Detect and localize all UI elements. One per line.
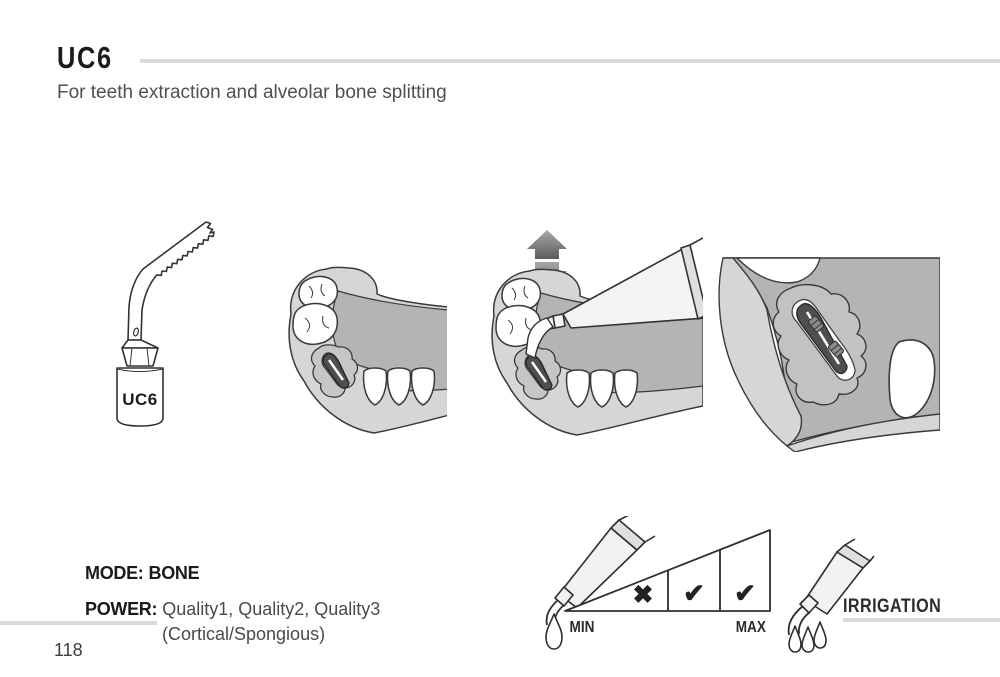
power-line bbox=[85, 599, 380, 620]
tip-illustration bbox=[95, 212, 265, 434]
min-label: MIN bbox=[569, 619, 595, 637]
usage-illustration-2 bbox=[483, 222, 703, 447]
mode-line bbox=[85, 563, 199, 584]
power-note: (Cortical/Spongious) bbox=[162, 624, 326, 644]
power-label: POWER: bbox=[85, 599, 158, 619]
header-rule bbox=[140, 59, 1000, 63]
page-title: UC6 bbox=[57, 40, 113, 75]
molars bbox=[293, 276, 337, 344]
water-drop-icon bbox=[814, 622, 826, 648]
tip-blade bbox=[128, 222, 214, 340]
usage-illustration-3 bbox=[703, 252, 940, 452]
tip-flare bbox=[122, 340, 158, 348]
water-drop-icon bbox=[546, 614, 562, 649]
irrigation-label: IRRIGATION bbox=[843, 596, 942, 617]
footer-rule-left bbox=[0, 621, 157, 625]
max-label: MAX bbox=[735, 619, 766, 637]
product-description: For teeth extraction and alveolar bone splitting bbox=[57, 82, 447, 103]
tip-hex-nut bbox=[122, 348, 158, 366]
incisor-teeth bbox=[567, 370, 638, 407]
power-segment-symbol: ✖ bbox=[632, 581, 654, 609]
mode-value: BONE bbox=[148, 563, 200, 583]
power-segment-symbol: ✔ bbox=[683, 578, 705, 608]
incisor-teeth bbox=[364, 368, 435, 405]
power-scale-diagram bbox=[533, 516, 783, 668]
power-value: Quality1, Quality2, Quality3 bbox=[162, 599, 381, 619]
usage-illustration-1 bbox=[287, 266, 447, 436]
mode-label: MODE: bbox=[85, 563, 144, 583]
water-drop-icon bbox=[802, 627, 814, 652]
irrigation-rule bbox=[843, 618, 1000, 622]
page-number: 118 bbox=[54, 640, 83, 660]
power-segment-symbol: ✔ bbox=[734, 578, 756, 608]
arrow-up-icon bbox=[527, 230, 567, 259]
tip-label: UC6 bbox=[122, 390, 158, 409]
